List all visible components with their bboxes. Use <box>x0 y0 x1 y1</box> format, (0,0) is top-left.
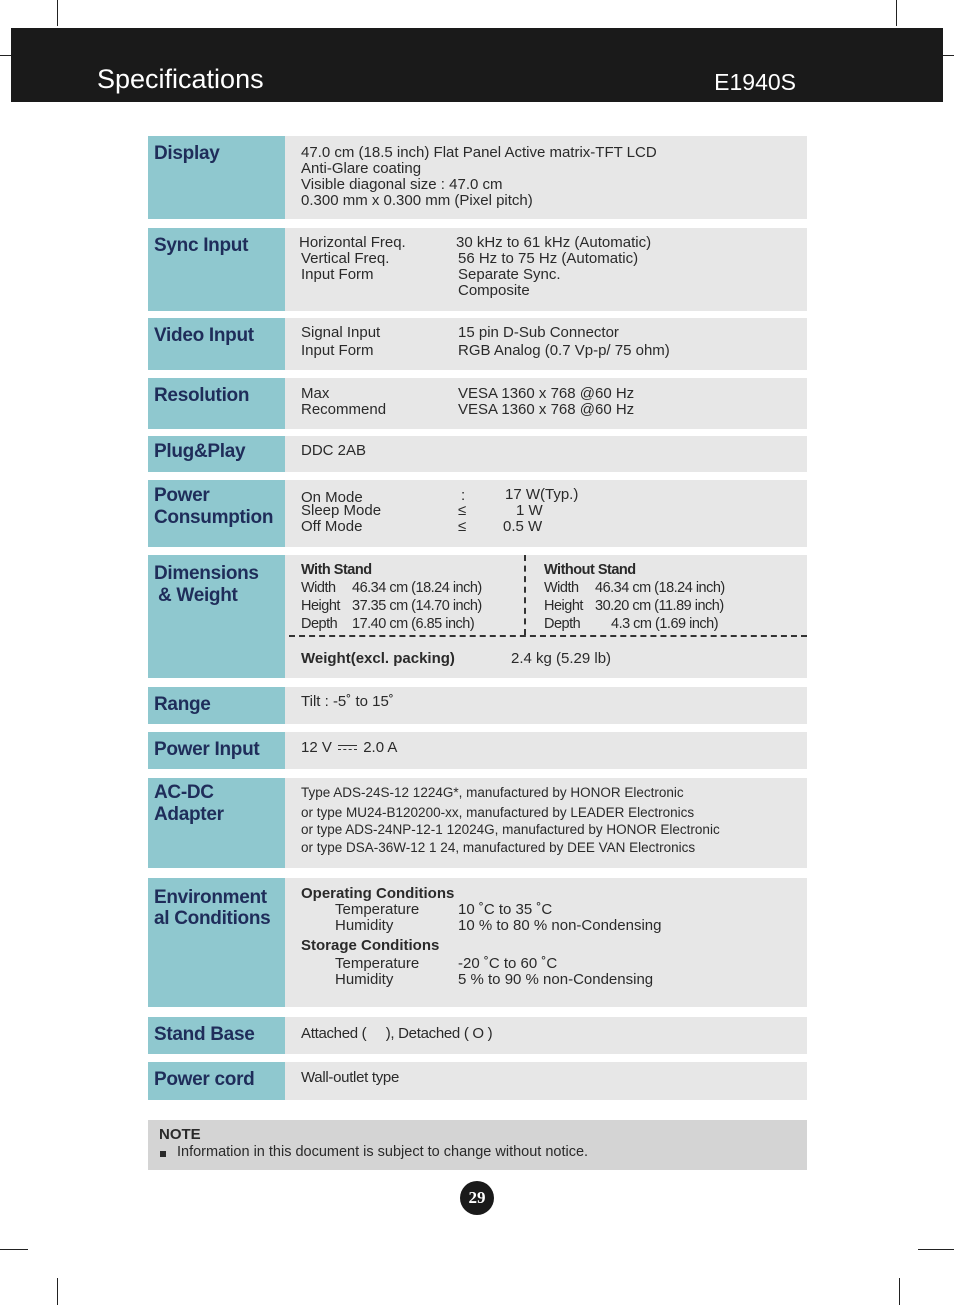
weight-value: 2.4 kg (5.29 lb) <box>511 650 612 667</box>
adapter-line: or type MU24-B120200-xx, manufactured by LEADER Electronics <box>301 805 695 820</box>
spec-value <box>285 878 807 1007</box>
adapter-line: Type ADS-24S-12 1224G*, manufactured by HONOR Electronic <box>301 785 684 800</box>
without-stand-row-name: Depth <box>544 616 581 632</box>
spec-label-line: Dimensions <box>154 563 259 584</box>
crop-mark <box>899 1278 900 1305</box>
note-title: NOTE <box>159 1126 201 1143</box>
spec-label <box>148 878 285 1007</box>
spec-row-power-consumption <box>148 480 807 547</box>
sync-value: Separate Sync. <box>458 266 561 283</box>
cord-value: Wall-outlet type <box>301 1069 400 1086</box>
display-line: 0.300 mm x 0.300 mm (Pixel pitch) <box>301 192 533 209</box>
spec-label-line: Consumption <box>154 507 274 528</box>
with-stand-row-value: 37.35 cm (14.70 inch) <box>352 598 482 614</box>
adapter-line: or type ADS-24NP-12-1 12024G, manufactured by HONOR Electronic <box>301 822 720 837</box>
spec-value <box>285 732 807 769</box>
video-name: Input Form <box>301 342 374 359</box>
power-mode: Off Mode <box>301 518 363 535</box>
spec-value <box>285 687 807 724</box>
power-operator: ≤ <box>458 502 467 519</box>
spec-row-range <box>148 687 807 724</box>
page-number: 29 <box>460 1181 494 1215</box>
range-value: Tilt : -5˚ to 15˚ <box>301 693 394 710</box>
without-stand-row-value: 30.20 cm (11.89 inch) <box>595 598 724 614</box>
sync-name: Input Form <box>301 266 374 283</box>
power-input-value <box>301 740 397 756</box>
spec-label: Resolution <box>148 378 285 429</box>
spec-label <box>148 555 285 678</box>
storage-title: Storage Conditions <box>301 937 440 954</box>
storage-name: Humidity <box>335 971 394 988</box>
operating-value: 10 ˚C to 35 ˚C <box>458 901 553 918</box>
crop-mark <box>943 55 954 56</box>
resolution-name: Max <box>301 385 330 402</box>
spec-row-environmental-conditions <box>148 878 807 1007</box>
spec-value <box>285 778 807 868</box>
spec-label: Stand Base <box>148 1017 285 1054</box>
without-stand-row-name: Height <box>544 598 583 614</box>
without-stand-title: Without Stand <box>544 562 636 578</box>
plug-value: DDC 2AB <box>301 442 367 459</box>
spec-value <box>285 555 807 678</box>
spec-label: Power Input <box>148 732 285 769</box>
weight-label: Weight(excl. packing) <box>301 650 455 667</box>
crop-mark <box>0 55 11 56</box>
spec-label-line: Environment <box>154 887 267 908</box>
operating-name: Humidity <box>335 917 394 934</box>
video-name: Signal Input <box>301 324 381 341</box>
column-divider <box>524 555 526 635</box>
display-line: Visible diagonal size : 47.0 cm <box>301 176 503 193</box>
spec-row-sync-input <box>148 228 807 311</box>
page-title: Specifications <box>97 64 264 94</box>
bullet-icon <box>160 1151 166 1157</box>
display-line: 47.0 cm (18.5 inch) Flat Panel Active matrix-TFT LCD <box>301 144 657 161</box>
note-box <box>148 1120 807 1170</box>
spec-value <box>285 1017 807 1054</box>
resolution-name: Recommend <box>301 401 387 418</box>
crop-mark <box>918 1249 954 1250</box>
spec-label-line: & Weight <box>158 585 238 606</box>
sync-name: Horizontal Freq. <box>299 234 406 251</box>
storage-name: Temperature <box>335 955 420 972</box>
operating-title: Operating Conditions <box>301 885 455 902</box>
spec-value <box>285 136 807 219</box>
power-operator: ≤ <box>458 518 467 535</box>
crop-mark <box>57 1278 58 1305</box>
storage-value: 5 % to 90 % non-Condensing <box>458 971 654 988</box>
spec-row-dimensions <box>148 555 807 678</box>
spec-row-stand-base <box>148 1017 807 1054</box>
spec-value <box>285 480 807 547</box>
without-stand-row-name: Width <box>544 580 579 596</box>
spec-row-power-input <box>148 732 807 769</box>
power-mode: Sleep Mode <box>301 502 382 519</box>
sync-name: Vertical Freq. <box>301 250 390 267</box>
spec-value <box>285 318 807 370</box>
without-stand-row-value: 4.3 cm (1.69 inch) <box>611 616 719 632</box>
spec-row-display <box>148 136 807 219</box>
sync-value: 56 Hz to 75 Hz (Automatic) <box>458 250 639 267</box>
with-stand-row-value: 17.40 cm (6.85 inch) <box>352 616 475 632</box>
without-stand-row-value: 46.34 cm (18.24 inch) <box>595 580 725 596</box>
spec-value <box>285 436 807 472</box>
spec-row-resolution <box>148 378 807 429</box>
power-value: 17 W(Typ.) <box>505 486 579 503</box>
power-input-voltage: 12 V <box>301 739 332 756</box>
crop-mark <box>0 1249 28 1250</box>
header-bar <box>11 28 943 102</box>
spec-label: Power cord <box>148 1062 285 1100</box>
spec-label: Video Input <box>148 318 285 370</box>
operating-value: 10 % to 80 % non-Condensing <box>458 917 662 934</box>
power-operator: : <box>461 487 466 504</box>
sync-value: Composite <box>458 282 530 299</box>
spec-row-video-input <box>148 318 807 370</box>
video-value: 15 pin D-Sub Connector <box>458 324 619 341</box>
spec-label: Display <box>148 136 285 219</box>
operating-name: Temperature <box>335 901 420 918</box>
spec-row-power-cord <box>148 1062 807 1100</box>
dc-symbol-icon <box>338 743 357 753</box>
display-line: Anti-Glare coating <box>301 160 422 177</box>
model-number: E1940S <box>714 69 796 95</box>
stand-value: Attached ( ), Detached ( O ) <box>301 1025 493 1042</box>
spec-label-line: al Conditions <box>154 908 271 929</box>
with-stand-row-name: Depth <box>301 616 338 632</box>
storage-value: -20 ˚C to 60 ˚C <box>458 955 558 972</box>
with-stand-row-value: 46.34 cm (18.24 inch) <box>352 580 482 596</box>
spec-label <box>148 480 285 547</box>
spec-row-ac-dc-adapter <box>148 778 807 868</box>
sync-value: 30 kHz to 61 kHz (Automatic) <box>456 234 652 251</box>
power-value: 1 W <box>516 502 543 519</box>
note-text: Information in this document is subject to change without notice. <box>177 1144 589 1160</box>
spec-label: Range <box>148 687 285 724</box>
spec-value <box>285 228 807 311</box>
spec-label: AC-DC Adapter <box>148 778 285 868</box>
spec-label-line: Power <box>154 485 210 506</box>
spec-row-plug-and-play <box>148 436 807 472</box>
with-stand-row-name: Width <box>301 580 336 596</box>
resolution-value: VESA 1360 x 768 @60 Hz <box>458 401 635 418</box>
crop-mark <box>896 0 897 26</box>
adapter-line: or type DSA-36W-12 1 24, manufactured by DEE VAN Electronics <box>301 840 696 855</box>
with-stand-title: With Stand <box>301 562 372 578</box>
crop-mark <box>57 0 58 26</box>
power-mode: On Mode <box>301 489 363 506</box>
spec-value <box>285 1062 807 1100</box>
with-stand-row-name: Height <box>301 598 340 614</box>
spec-value <box>285 378 807 429</box>
power-input-current: 2.0 A <box>363 739 398 756</box>
power-value: 0.5 W <box>503 518 543 535</box>
video-value: RGB Analog (0.7 Vp-p/ 75 ohm) <box>458 342 670 359</box>
section-divider <box>289 635 807 637</box>
spec-label: Plug&Play <box>148 436 285 472</box>
resolution-value: VESA 1360 x 768 @60 Hz <box>458 385 635 402</box>
spec-label: Sync Input <box>148 228 285 311</box>
